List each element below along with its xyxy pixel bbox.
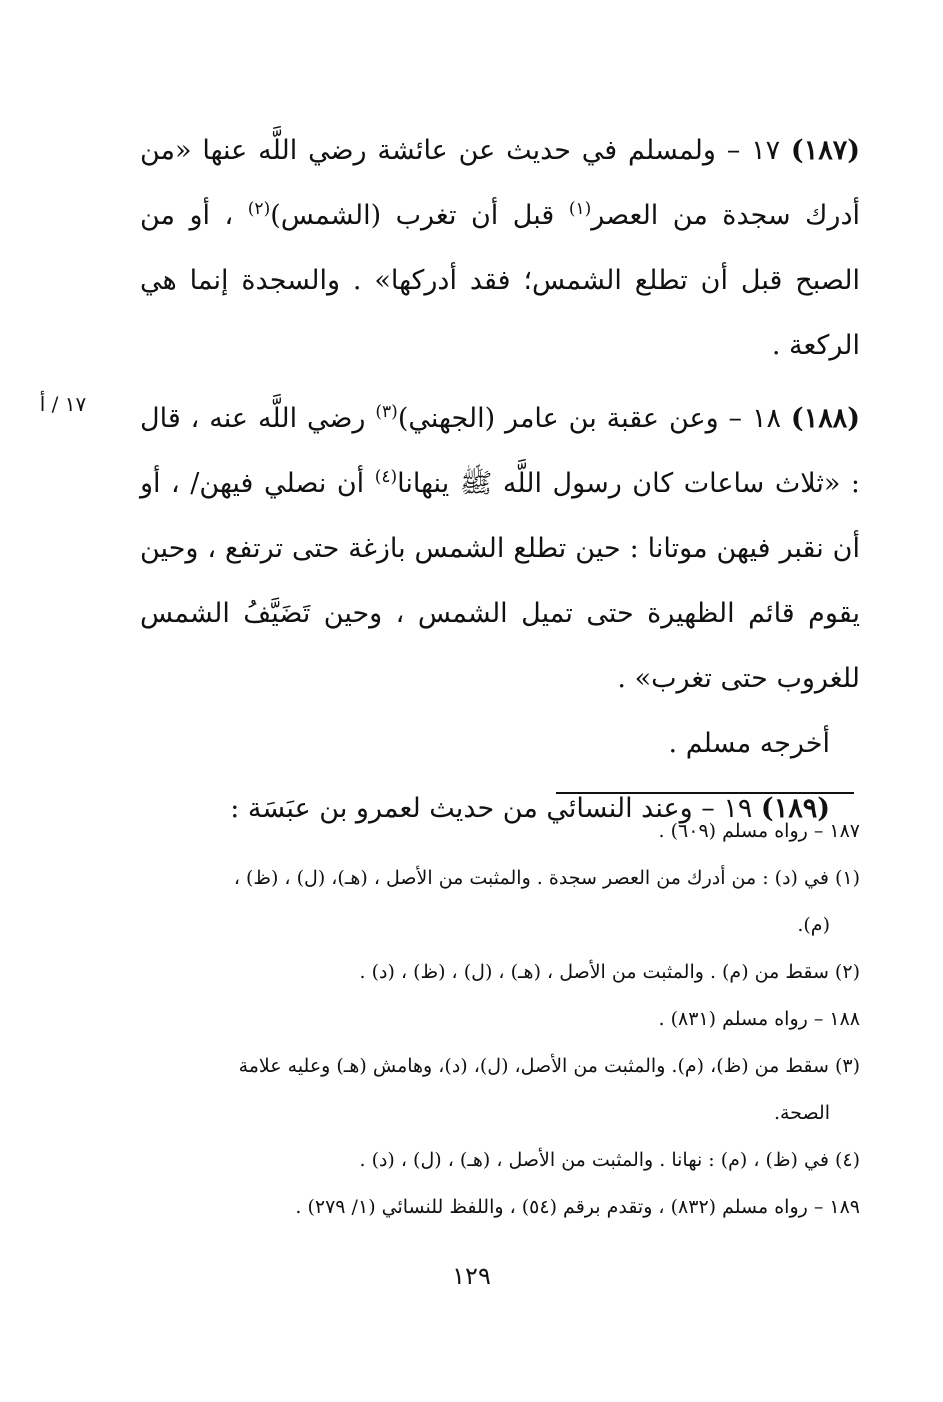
hadith-text: – وعند النسائي من حديث لعمرو بن عبَسَة : [230, 793, 715, 824]
takhrij-text: أخرجه مسلم . [668, 728, 830, 759]
hadith-subnumber: ١٧ [751, 135, 781, 166]
footnote: (٢) سقط من (م) . والمثبت من الأصل ، (هـ) ، (ل) ، (ظ) ، (د) . [359, 961, 860, 983]
hadith-text: قبل أن تغرب (الشمس) [270, 200, 555, 231]
takhrij-line [140, 711, 860, 776]
hadith-subnumber: ١٩ [723, 793, 753, 824]
hadith-text: – ولمسلم في حديث عن عائشة رضي اللَّه عنها «من أدرك سجدة من العصر [140, 135, 860, 231]
hadith-text: أن نصلي فيهن/ ، أو أن نقبر فيهن موتانا : حين تطلع الشمس بازغة حتى ترتفع ، وحين يقوم قائم الظهيرة حتى تميل الشمس ، وحين تَضَيَّفُ الشمس للغروب حتى تغرب» . [140, 468, 860, 694]
hadith-188 [140, 386, 860, 711]
footnote-ref: (٢) [247, 199, 271, 219]
footnote: ١٨٨ – رواه مسلم (٨٣١) . [658, 1008, 860, 1030]
hadith-text: – وعن عقبة بن عامر (الجهني) [397, 403, 743, 434]
hadith-subnumber: ١٨ [751, 403, 781, 434]
footnotes [140, 808, 860, 1231]
footnote-ref: (٤) [374, 467, 398, 487]
footnote-continuation: الصحة. [773, 1102, 830, 1124]
footnote: (١) في (د) : من أدرك من العصر سجدة . والمثبت من الأصل ، (هـ)، (ل) ، (ظ) ، [233, 867, 860, 889]
footnote-ref: (٣) [375, 402, 398, 422]
hadith-number: (١٨٧) [790, 135, 860, 166]
hadith-number: (١٨٨) [790, 403, 860, 434]
page-number: ١٢٩ [452, 1262, 491, 1290]
hadith-text: رضي اللَّه عنه ، قال : «ثلاث ساعات كان رسول اللَّه ﷺ ينهانا [140, 403, 861, 499]
hadith-number: (١٨٩) [760, 793, 830, 824]
footnote: ١٨٧ – رواه مسلم (٦٠٩) . [658, 820, 860, 842]
footnote: ١٨٩ – رواه مسلم (٨٣٢) ، وتقدم برقم (٥٤) ، واللفظ للنسائي (١/ ٢٧٩) . [295, 1196, 860, 1218]
margin-note: ١٧ / أ [39, 392, 87, 416]
hadith-187 [140, 118, 860, 378]
main-text [140, 118, 860, 841]
footnote-separator [556, 792, 854, 794]
footnote: (٣) سقط من (ظ)، (م). والمثبت من الأصل، (ل)، (د)، وهامش (هـ) وعليه علامة [238, 1055, 860, 1077]
footnote-continuation: (م). [797, 914, 830, 936]
footnote-ref: (١) [568, 199, 592, 219]
footnote: (٤) في (ظ) ، (م) : نهانا . والمثبت من الأصل ، (هـ) ، (ل) ، (د) . [359, 1149, 860, 1171]
hadith-text: ، أو من الصبح قبل أن تطلع الشمس؛ فقد أدركها» . والسجدة إنما هي الركعة . [140, 200, 860, 361]
